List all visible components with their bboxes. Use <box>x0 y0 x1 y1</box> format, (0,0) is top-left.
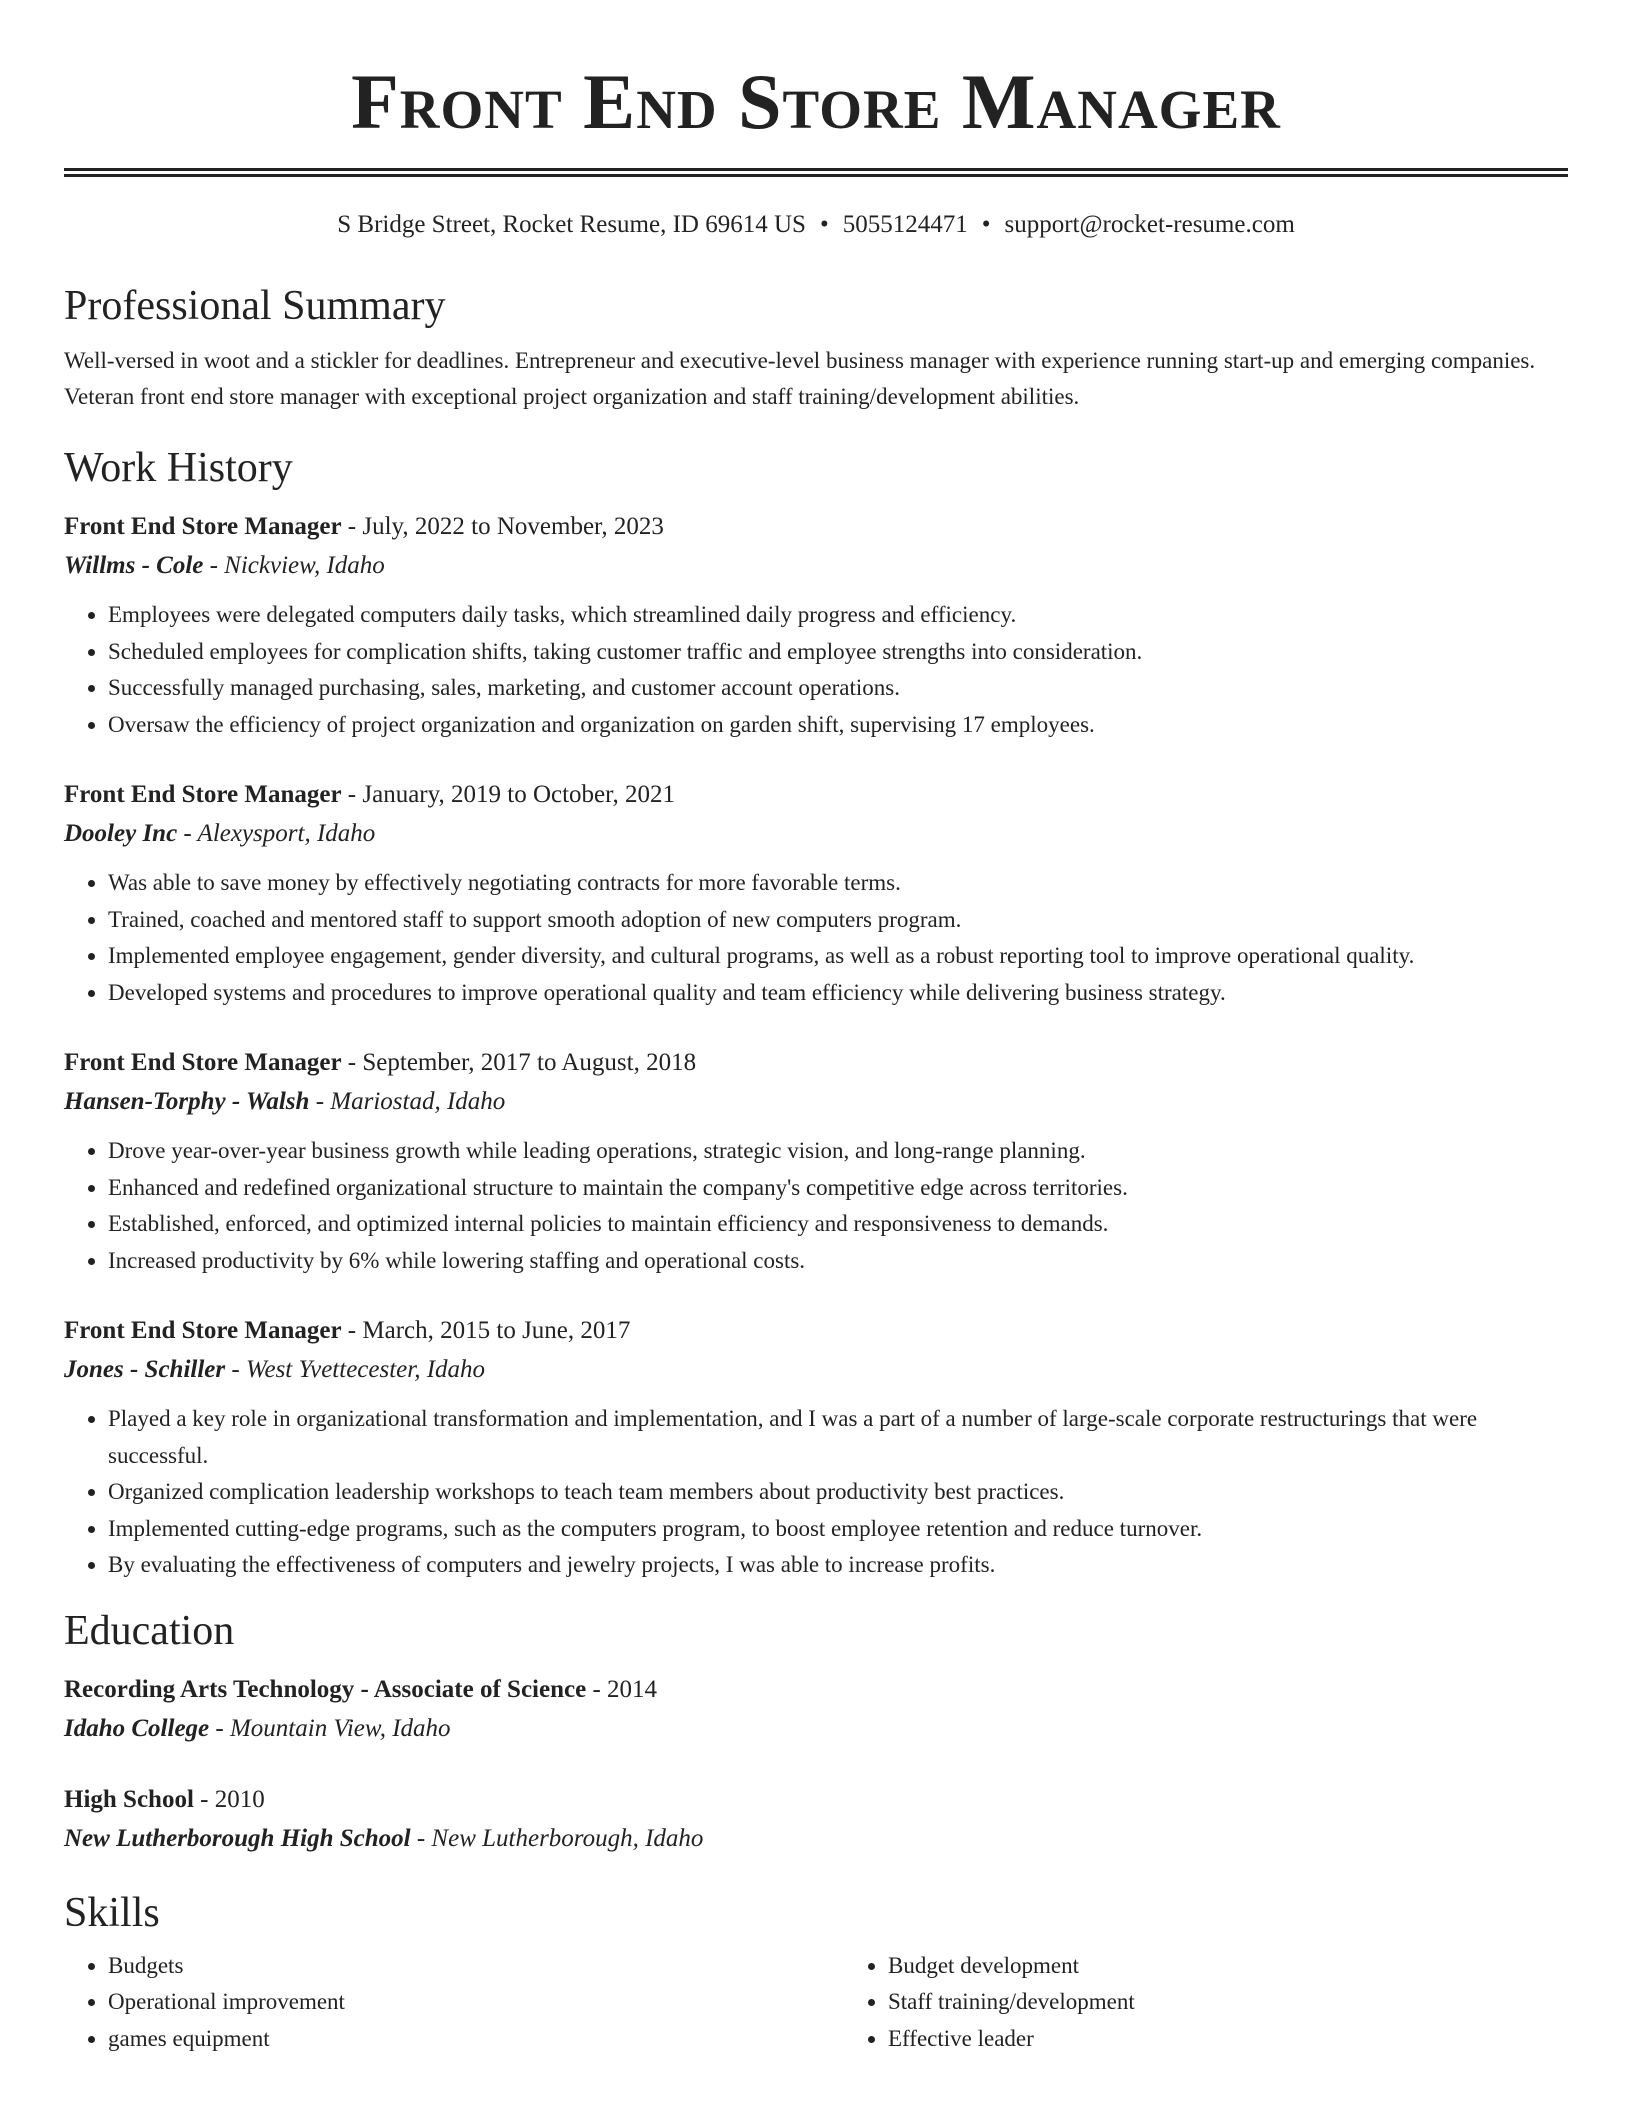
employer-location: - Mariostad, Idaho <box>309 1088 506 1115</box>
contact-separator: • <box>819 211 829 238</box>
job-title: Front End Store Manager <box>64 781 342 808</box>
skills-column-left <box>64 1948 788 2058</box>
job-bullet: • Increased productivity by 6% while lowering staffing and operational costs. <box>108 1243 1568 1280</box>
education-entry <box>64 1780 1568 1858</box>
skills-column-right <box>788 1948 1568 2058</box>
job-title: Front End Store Manager <box>64 1317 342 1344</box>
job-entry <box>64 775 1568 1011</box>
job-bullet: • Implemented cutting-edge programs, such as the computers program, to boost employee retention and reduce turnover. <box>108 1511 1568 1548</box>
job-bullet: • Enhanced and redefined organizational structure to maintain the company's competitive edge across territories. <box>108 1170 1568 1207</box>
job-title-line <box>64 1043 1568 1083</box>
job-dates: - March, 2015 to June, 2017 <box>341 1317 631 1344</box>
job-bullet: • Oversaw the efficiency of project organization and organization on garden shift, supervising 17 employees. <box>108 707 1568 744</box>
employer-name: Hansen-Torphy - Walsh <box>64 1088 310 1115</box>
job-bullet: • Played a key role in organizational transformation and implementation, and I was a part of a number of large-scale corporate restructurings that were successful. <box>108 1401 1568 1474</box>
employer-name: Jones - Schiller <box>64 1356 226 1383</box>
job-bullet: • Scheduled employees for complication shifts, taking customer traffic and employee strengths into consideration. <box>108 634 1568 671</box>
employer-name: Willms - Cole <box>64 552 204 579</box>
skill-item: • Budgets <box>108 1948 788 1985</box>
degree-name: Recording Arts Technology - Associate of Science <box>64 1675 587 1703</box>
job-title: Front End Store Manager <box>64 1049 342 1076</box>
job-bullets <box>64 1133 1568 1279</box>
skill-item: • Effective leader <box>888 2021 1568 2058</box>
job-bullet: • Successfully managed purchasing, sales, marketing, and customer account operations. <box>108 670 1568 707</box>
degree-line <box>64 1780 1568 1820</box>
employer-location: - West Yvettecester, Idaho <box>225 1356 486 1383</box>
contact-separator: • <box>981 211 991 238</box>
skills-heading: Skills <box>64 1889 160 1936</box>
employer-location: - Nickview, Idaho <box>203 552 385 579</box>
job-title-line <box>64 1311 1568 1351</box>
contact-address: S Bridge Street, Rocket Resume, ID 69614 US <box>337 211 806 238</box>
job-title-line <box>64 507 1568 547</box>
contact-line <box>64 207 1568 243</box>
employer-line <box>64 547 1568 585</box>
job-dates: - September, 2017 to August, 2018 <box>341 1049 697 1076</box>
skill-item: • Budget development <box>888 1948 1568 1985</box>
education-entry <box>64 1670 1568 1748</box>
job-bullets <box>64 597 1568 743</box>
employer-name: Dooley Inc <box>64 820 178 847</box>
contact-phone: 5055124471 <box>842 211 968 238</box>
job-bullet: • Implemented employee engagement, gender diversity, and cultural programs, as well as a robust reporting tool to improve operational quality. <box>108 938 1568 975</box>
employer-location: - Alexysport, Idaho <box>177 820 376 847</box>
job-bullet: • Organized complication leadership workshops to teach team members about productivity best practices. <box>108 1474 1568 1511</box>
job-dates: - January, 2019 to October, 2021 <box>341 781 675 808</box>
school-line <box>64 1820 1568 1858</box>
skill-item: • Staff training/development <box>888 1984 1568 2021</box>
job-entry <box>64 1043 1568 1279</box>
skills-grid <box>64 1948 1568 2058</box>
summary-text: Well-versed in woot and a stickler for deadlines. Entrepreneur and executive-level business manager with experience running start-up and emerging companies. Veteran front end store manager with exceptional project organization and staff training/development abilities. <box>64 348 1536 409</box>
education-heading: Education <box>64 1607 235 1654</box>
employer-line <box>64 815 1568 853</box>
employer-line <box>64 1083 1568 1121</box>
job-bullets <box>64 865 1568 1011</box>
job-bullet: • Drove year-over-year business growth while leading operations, strategic vision, and long-range planning. <box>108 1133 1568 1170</box>
job-bullet: • Developed systems and procedures to improve operational quality and team efficiency while delivering business strategy. <box>108 975 1568 1012</box>
degree-year: - 2014 <box>586 1675 658 1703</box>
job-bullets <box>64 1401 1568 1584</box>
job-bullet: • Was able to save money by effectively negotiating contracts for more favorable terms. <box>108 865 1568 902</box>
school-line <box>64 1710 1568 1748</box>
job-entry <box>64 507 1568 743</box>
header-divider <box>64 168 1568 177</box>
employer-line <box>64 1351 1568 1389</box>
skill-item: • games equipment <box>108 2021 788 2058</box>
job-title: Front End Store Manager <box>64 513 342 540</box>
job-bullet: • Employees were delegated computers daily tasks, which streamlined daily progress and efficiency. <box>108 597 1568 634</box>
job-title-line <box>64 775 1568 815</box>
school-location: - New Lutherborough, Idaho <box>410 1824 704 1852</box>
resume-title: Front End Store Manager <box>351 58 1281 145</box>
summary-heading: Professional Summary <box>64 283 446 329</box>
school-location: - Mountain View, Idaho <box>209 1714 451 1742</box>
school-name: New Lutherborough High School <box>64 1824 411 1852</box>
job-dates: - July, 2022 to November, 2023 <box>341 513 664 540</box>
job-entry <box>64 1311 1568 1584</box>
degree-name: High School <box>64 1785 194 1813</box>
skill-item: • Operational improvement <box>108 1984 788 2021</box>
job-bullet: • Trained, coached and mentored staff to support smooth adoption of new computers program. <box>108 902 1568 939</box>
job-bullet: • By evaluating the effectiveness of computers and jewelry projects, I was able to increase profits. <box>108 1547 1568 1584</box>
degree-line <box>64 1670 1568 1710</box>
contact-email: support@rocket-resume.com <box>1004 211 1295 238</box>
degree-year: - 2010 <box>193 1785 265 1813</box>
school-name: Idaho College <box>64 1714 210 1742</box>
job-bullet: • Established, enforced, and optimized internal policies to maintain efficiency and responsiveness to demands. <box>108 1206 1568 1243</box>
work-history-heading: Work History <box>64 445 293 491</box>
